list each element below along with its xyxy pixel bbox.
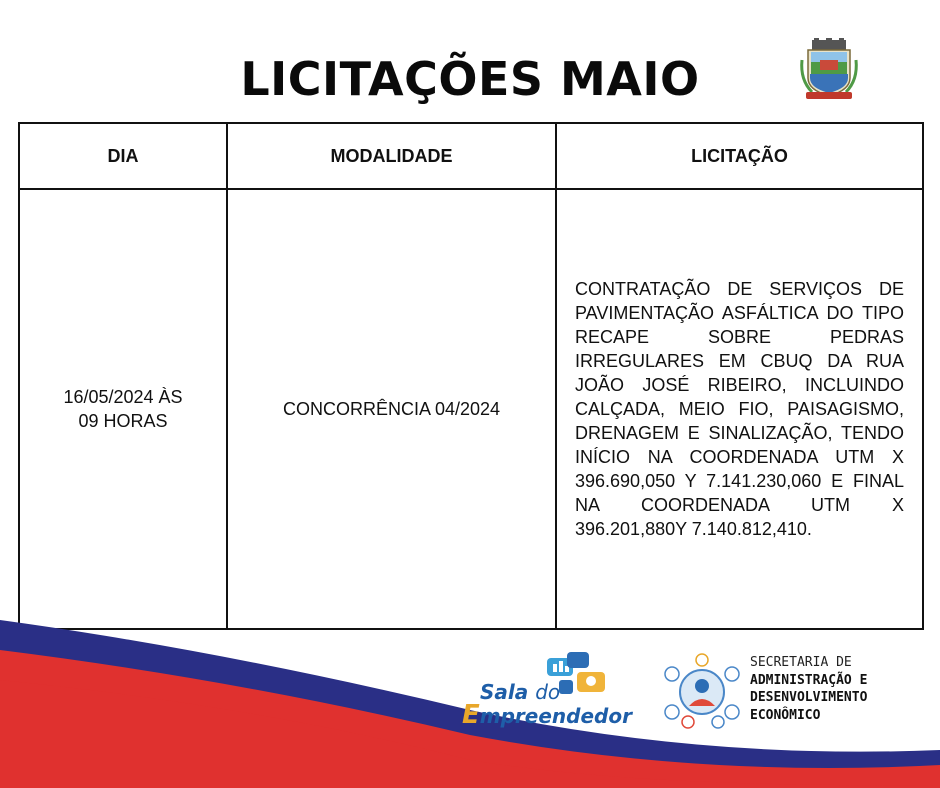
secretaria-line2: ADMINISTRAÇÃO E bbox=[750, 672, 868, 688]
table-header-row bbox=[19, 123, 923, 189]
person-network-icon bbox=[662, 652, 742, 730]
sala-logo-line2 bbox=[462, 700, 632, 730]
header-modalidade: MODALIDADE bbox=[227, 123, 556, 189]
secretaria-line3: DESENVOLVIMENTO bbox=[750, 690, 868, 705]
empreendedor-rest: mpreendedor bbox=[479, 704, 632, 728]
municipal-crest-icon bbox=[798, 38, 860, 102]
cell-modalidade: CONCORRÊNCIA 04/2024 bbox=[227, 189, 556, 629]
header-dia: DIA bbox=[19, 123, 227, 189]
secretaria-line4: ECONÔMICO bbox=[750, 707, 821, 723]
dia-date-line: 16/05/2024 ÀS bbox=[63, 387, 183, 407]
do-word: do bbox=[535, 680, 561, 704]
secretaria-line1: SECRETARIA DE bbox=[750, 655, 852, 670]
dia-time-line: 09 HORAS bbox=[78, 411, 168, 431]
cell-licitacao: CONTRATAÇÃO DE SERVIÇOS DE PAVIMENTAÇÃO ASFÁLTICA DO TIPO RECAPE SOBRE PEDRAS IRREGULARES EM CBUQ DA RUA JOÃO JOSÉ RIBEIRO, INCLUINDO CALÇADA, MEIO FIO, PAISAGISMO, DRENAGEM E SINALIZAÇÃO, TENDO INÍCIO NA COORDENADA UTM X 396.690,050 Y 7.141.230,060 E FINAL NA COORDENADA UTM X 396.201,880Y 7.140.812,410. bbox=[556, 189, 923, 629]
licitacoes-table bbox=[18, 122, 924, 630]
header-licitacao: LICITAÇÃO bbox=[556, 123, 923, 189]
sala-word: Sala bbox=[480, 680, 529, 704]
secretaria-label bbox=[750, 654, 867, 724]
page-title: LICITAÇÕES MAIO bbox=[240, 52, 700, 106]
empreendedor-initial: E bbox=[462, 700, 480, 730]
table-row bbox=[19, 189, 923, 629]
cell-dia bbox=[19, 189, 227, 629]
